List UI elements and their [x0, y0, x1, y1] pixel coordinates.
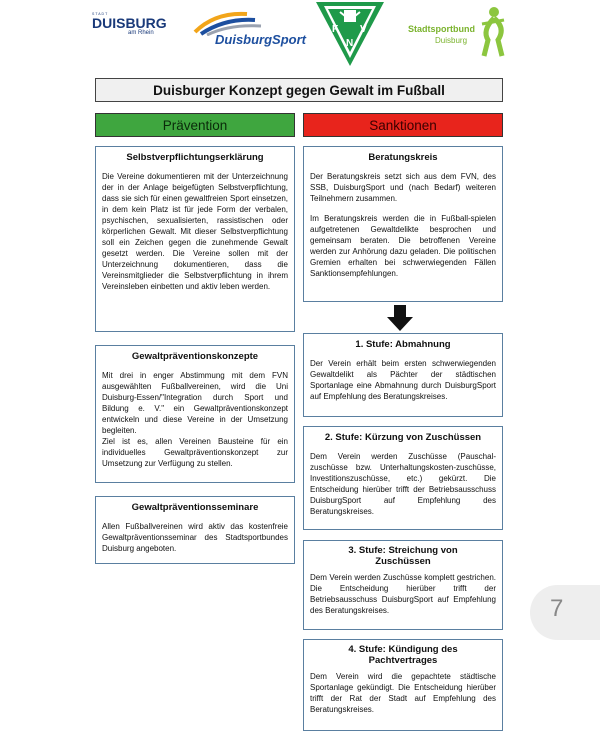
beratungskreis-box — [303, 146, 503, 302]
box-text: Der Beratungskreis setzt sich aus dem FVN, des SSB, DuisburgSport und (nach Bedarf) weiteren Teilnehmern zusammen. — [310, 172, 496, 203]
ssb-logo-line2: Duisburg — [435, 36, 468, 45]
page-number-badge — [530, 585, 600, 640]
box-heading: 2. Stufe: Kürzung von Zuschüssen — [324, 432, 482, 443]
stufe1-box — [303, 333, 503, 417]
ssb-logo-line1: Stadtsportbund — [408, 24, 475, 34]
duisburg-logo-name: DUISBURG — [92, 15, 167, 31]
fvn-letter-n: N — [346, 38, 354, 49]
box-heading: 4. Stufe: Kündigung des Pachtvertrages — [348, 644, 458, 666]
stufe2-box — [303, 426, 503, 530]
page-title: Duisburger Konzept gegen Gewalt im Fußball — [95, 78, 503, 102]
box-text: Die Vereine dokumentieren mit der Unterzeichnung der in der Anlage beigefügten Selbstverpflichtung, dass sie sich für einen gewaltfreien Sport einsetzen, in dem kein Platz ist für jede Form der verbalen, psychischen, sexualisierten, rassistischen oder körperlichen Gewalt. Mit dieser Selbstverpflichtung soll ein Zeichen gegen die zunehmende Gewalt gesetzt werden. Die Vereine sollen mit der Unterzeichnung dokumentieren, dass die Vereinsmitglieder die Selbstverpflichtung in ihrem Vereinsleben einbetten und aktiv leben werden. — [102, 172, 288, 291]
page-number: 7 — [550, 595, 564, 622]
fvn-shield-icon — [314, 0, 386, 68]
box-text: Dem Verein werden Zuschüsse komplett gestrichen. Die Entscheidung hierüber trifft der Betriebsausschuss DuisburgSport auf Empfehlung des Beratungskreises. — [310, 573, 496, 615]
box-text: Mit drei in enger Abstimmung mit dem FVN ausgewählten Fußballvereinen, wird die Uni Duisburg-Essen/"Integration durch Sport und Bildung e. V." ein Gewaltpräventionskonzept entwickeln und diese Vereine in der Umsetzung begleiten. — [102, 371, 288, 435]
praevention-header: Prävention — [95, 113, 295, 137]
duisburgsport-logo-name: DuisburgSport — [215, 32, 306, 47]
box-text: Allen Fußballvereinen wird aktiv das kostenfreie Gewaltpräventionsseminar des Stadtsportbundes Duisburg angeboten. — [102, 522, 288, 553]
box-text-2: Ziel ist es, allen Vereinen Bausteine für ein individuelles Gewaltpräventionskonzept zur Umsetzung zur Verfügung zu stellen. — [102, 437, 288, 468]
box-heading: Gewaltpräventionsseminare — [131, 502, 259, 513]
duisburg-logo-sub: am Rhein — [128, 30, 154, 36]
sanktionen-header: Sanktionen — [303, 113, 503, 137]
box-text-2: Im Beratungskreis werden die in Fußball-spielen aufgetretenen Gewaltdelikte besprochen und gemeinsam beraten. Die betroffenen Vereine werden zur Anhörung dazu geladen. Die politischen Gremien erhalten bei schwerwiegenden Fällen Sanktionsempfehlungen. — [310, 214, 496, 278]
gewaltpraeventionskonzepte-box — [95, 345, 295, 483]
box-text: Dem Verein werden Zuschüsse (Pauschal-zuschüsse bzw. Unterhaltungskosten-zuschüsse, Investitionszuschüsse, etc.) gekürzt. Die Entscheidung hierüber trifft der Betriebsausschuss DuisburgSport auf Empfehlung des Beratungskreises. — [310, 452, 496, 516]
box-heading: Gewaltpräventionskonzepte — [131, 351, 259, 362]
box-heading: 3. Stufe: Streichung von Zuschüssen — [348, 545, 458, 567]
duisburg-logo-top: STADT — [92, 12, 109, 16]
fvn-logo — [314, 0, 386, 68]
stufe3-box — [303, 540, 503, 630]
ssb-logo — [408, 6, 508, 56]
ssb-figure-icon — [478, 6, 508, 58]
box-text: Der Verein erhält beim ersten schwerwiegenden Gewaltdelikt als Pächter der städtischen Sportanlage eine Abmahnung durch DuisburgSport auf Empfehlung des Beratungskreises. — [310, 359, 496, 401]
duisburgsport-logo — [185, 10, 306, 54]
gewaltpraeventionsseminare-box — [95, 496, 295, 564]
box-text: Dem Verein wird die gepachtete städtische Sportanlage gekündigt. Die Entscheidung hierüber trifft der Rat der Stadt auf Empfehlung des Beratungskreises. — [310, 672, 496, 714]
box-heading: Beratungskreis — [368, 152, 438, 163]
box-heading: Selbstverpflichtungserklärung — [126, 152, 264, 163]
selbstverpflichtung-box — [95, 146, 295, 332]
duisburg-logo — [92, 12, 167, 42]
box-heading: 1. Stufe: Abmahnung — [355, 339, 451, 350]
down-arrow-icon — [387, 305, 413, 331]
fvn-letter-v: V — [360, 24, 367, 35]
fvn-letter-f: F — [332, 24, 339, 35]
stufe4-box — [303, 639, 503, 731]
